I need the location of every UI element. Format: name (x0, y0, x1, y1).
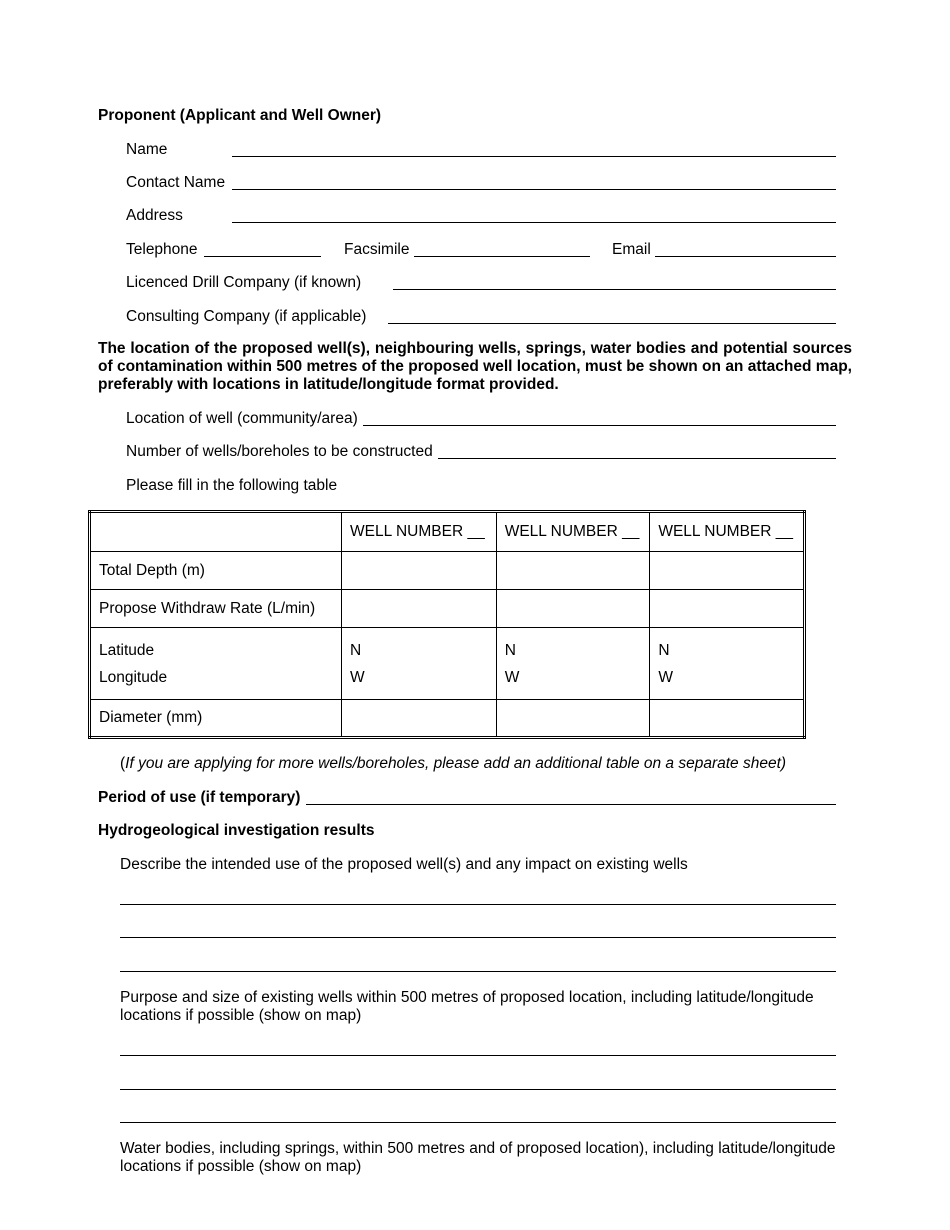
lat-lon-label-cell (90, 628, 342, 700)
well-number-header-2: WELL NUMBER __ (496, 512, 650, 552)
lat-lon-cell-3[interactable] (650, 628, 805, 700)
lon-prefix: W (350, 668, 365, 686)
water-bodies-prompt: Water bodies, including springs, within 500 metres and of proposed location), including latitude/longitude locations if possible (show on map) (120, 1140, 836, 1175)
drill-company-label: Licenced Drill Company (if known) (126, 274, 362, 291)
existing-wells-line-3[interactable] (120, 1122, 836, 1123)
period-of-use-label: Period of use (if temporary) (98, 789, 301, 806)
telephone-field[interactable] (204, 256, 321, 257)
lat-prefix: N (658, 641, 670, 659)
location-of-well-label: Location of well (community/area) (126, 410, 358, 427)
total-depth-label: Total Depth (m) (90, 552, 342, 590)
table-header-row (90, 512, 805, 552)
total-depth-cell-2[interactable] (496, 552, 650, 590)
table-row (90, 628, 805, 700)
period-of-use-field[interactable] (306, 804, 836, 805)
well-number-header-3: WELL NUMBER __ (650, 512, 805, 552)
lat-prefix: N (350, 641, 362, 659)
diameter-cell-3[interactable] (650, 700, 805, 738)
facsimile-label: Facsimile (344, 241, 410, 258)
lon-prefix: W (658, 668, 673, 686)
diameter-cell-1[interactable] (342, 700, 497, 738)
proponent-heading: Proponent (Applicant and Well Owner) (98, 107, 382, 124)
describe-use-prompt: Describe the intended use of the proposed well(s) and any impact on existing wells (120, 856, 688, 873)
withdraw-rate-label: Propose Withdraw Rate (L/min) (90, 590, 342, 628)
consulting-company-label: Consulting Company (if applicable) (126, 308, 367, 325)
telephone-label: Telephone (126, 241, 198, 258)
consulting-company-field[interactable] (388, 323, 836, 324)
withdraw-rate-cell-1[interactable] (342, 590, 497, 628)
name-label: Name (126, 141, 168, 158)
existing-wells-line-2[interactable] (120, 1089, 836, 1090)
table-instruction: Please fill in the following table (126, 477, 338, 494)
withdraw-rate-cell-2[interactable] (496, 590, 650, 628)
longitude-label: Longitude (99, 668, 168, 686)
lon-prefix: W (504, 668, 520, 686)
location-notice: The location of the proposed well(s), neighbouring wells, springs, water bodies and potential sources of contamination within 500 metres of the proposed well location, must be shown on an attached map, preferably with locations in latitude/longitude format provided. (98, 340, 852, 393)
drill-company-field[interactable] (393, 289, 836, 290)
withdraw-rate-cell-3[interactable] (650, 590, 805, 628)
describe-use-line-2[interactable] (120, 937, 836, 938)
number-of-wells-label: Number of wells/boreholes to be constructed (126, 443, 433, 460)
describe-use-line-3[interactable] (120, 971, 836, 972)
email-field[interactable] (655, 256, 836, 257)
table-row (90, 590, 805, 628)
more-wells-note-text: If you are applying for more wells/boreholes, please add an additional table on a separate sheet) (125, 755, 787, 772)
lat-lon-cell-2[interactable] (496, 628, 650, 700)
wells-table (88, 510, 806, 739)
total-depth-cell-3[interactable] (650, 552, 805, 590)
name-field[interactable] (232, 156, 836, 157)
lat-lon-cell-1[interactable] (342, 628, 497, 700)
address-label: Address (126, 207, 183, 224)
table-header-empty (90, 512, 342, 552)
more-wells-note (120, 755, 786, 773)
lat-prefix: N (504, 641, 516, 659)
number-of-wells-field[interactable] (438, 458, 836, 459)
location-of-well-field[interactable] (363, 425, 836, 426)
address-field[interactable] (232, 222, 836, 223)
table-row (90, 700, 805, 738)
facsimile-field[interactable] (414, 256, 590, 257)
email-label: Email (612, 241, 651, 258)
existing-wells-prompt: Purpose and size of existing wells within 500 metres of proposed location, including latitude/longitude locations if possible (show on map) (120, 989, 814, 1024)
existing-wells-line-1[interactable] (120, 1055, 836, 1056)
contact-name-field[interactable] (232, 189, 836, 190)
diameter-cell-2[interactable] (496, 700, 650, 738)
describe-use-line-1[interactable] (120, 904, 836, 905)
hydro-heading: Hydrogeological investigation results (98, 822, 375, 839)
well-number-header-1: WELL NUMBER __ (342, 512, 497, 552)
latitude-label: Latitude (99, 641, 155, 659)
diameter-label: Diameter (mm) (90, 700, 342, 738)
table-row (90, 552, 805, 590)
more-wells-note-paren: ( (120, 755, 126, 772)
total-depth-cell-1[interactable] (342, 552, 497, 590)
contact-name-label: Contact Name (126, 174, 226, 191)
